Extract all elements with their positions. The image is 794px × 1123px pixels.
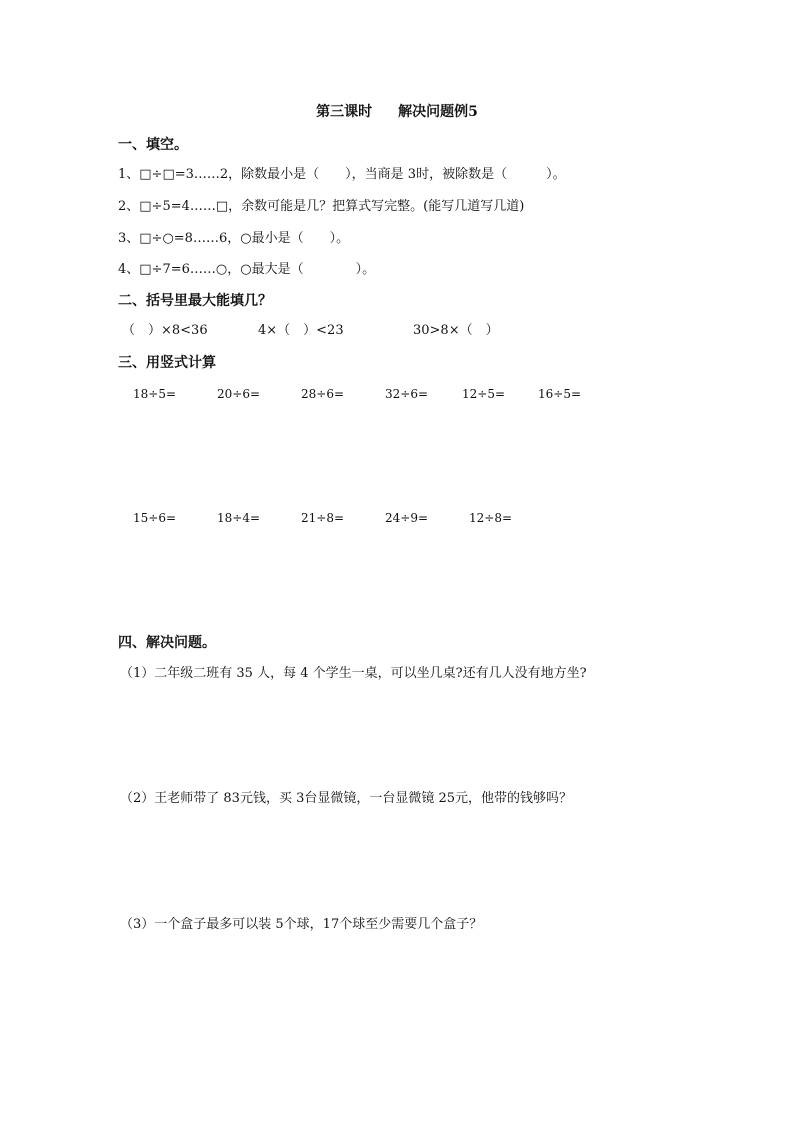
calc-item: 20÷6= [217, 387, 261, 401]
lesson-topic: 解决问题例5 [398, 104, 478, 120]
calc-item: 28÷6= [301, 387, 345, 401]
lesson-label: 第三课时 [316, 104, 373, 120]
fill-blank-item-3: 3、□÷○=8……6，○最小是（ ）。 [118, 231, 350, 246]
max-fill-item-1: （ ）×8<36 [122, 323, 208, 338]
page-title [0, 105, 794, 119]
calc-item: 12÷5= [462, 387, 506, 401]
max-fill-item-2: 4×（ ）<23 [258, 323, 344, 338]
calc-item: 16÷5= [538, 387, 582, 401]
section-heading-max-fill: 二、括号里最大能填几？ [118, 293, 272, 309]
calc-item: 12÷8= [469, 511, 513, 525]
word-problem-3: （3）一个盒子最多可以装 5个球，17个球至少需要几个盒子？ [120, 917, 483, 932]
fill-blank-item-4: 4、□÷7=6……○，○最大是（ ）。 [118, 262, 376, 277]
section-heading-fill-blank: 一、填空。 [118, 137, 188, 153]
calc-item: 32÷6= [385, 387, 429, 401]
max-fill-item-3: 30>8×（ ） [413, 323, 499, 338]
fill-blank-item-1: 1、□÷□=3……2，除数最小是（ ），当商是 3时，被除数是（ ）。 [118, 167, 566, 182]
word-problem-2: （2）王老师带了 83元钱，买 3台显微镜，一台显微镜 25元，他带的钱够吗？ [120, 791, 573, 806]
word-problem-1: （1）二年级二班有 35 人，每 4 个学生一桌，可以坐几桌?还有几人没有地方坐? [120, 666, 587, 681]
section-heading-vertical-calc: 三、用竖式计算 [118, 355, 216, 371]
calc-item: 15÷6= [133, 511, 177, 525]
calc-item: 18÷4= [217, 511, 261, 525]
calc-item: 18÷5= [133, 387, 177, 401]
fill-blank-item-2: 2、□÷5=4……□，余数可能是几？把算式写完整。(能写几道写几道) [118, 199, 525, 214]
calc-item: 21÷8= [301, 511, 345, 525]
section-heading-word-problems: 四、解决问题。 [118, 635, 216, 651]
calc-item: 24÷9= [385, 511, 429, 525]
